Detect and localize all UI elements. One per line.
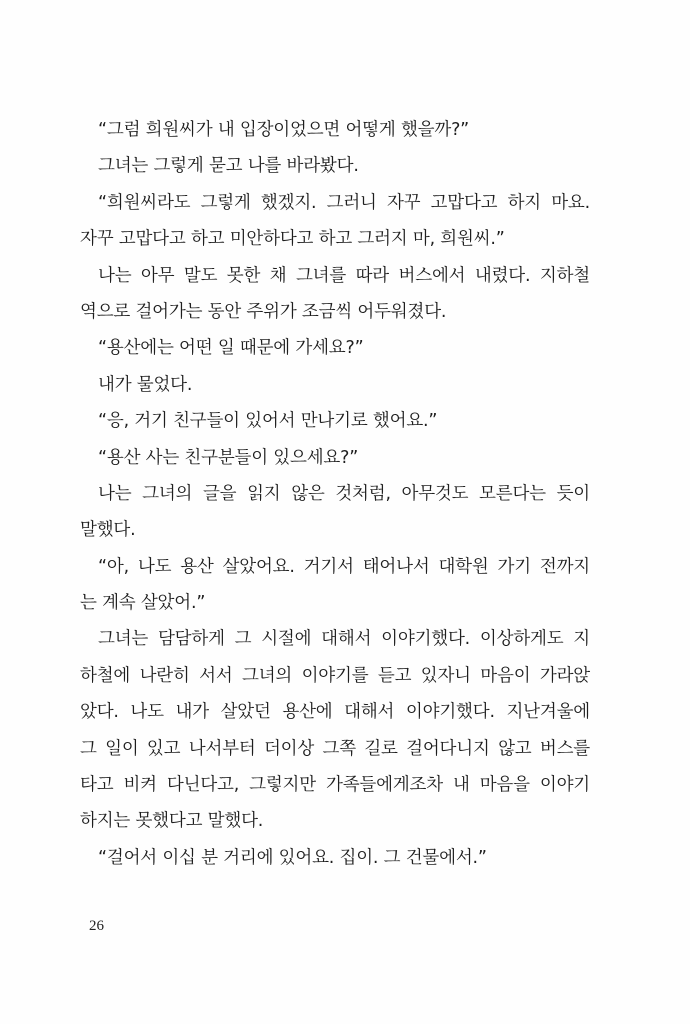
body-text — [80, 112, 590, 876]
text-line: 나는 아무 말도 못한 채 그녀를 따라 버스에서 내렸다. 지하철 — [98, 265, 590, 286]
text-line: “걸어서 이십 분 거리에 있어요. 집이. 그 건물에서.” — [98, 847, 487, 868]
text-line: “응, 거기 친구들이 있어서 만나기로 했어요.” — [98, 411, 438, 432]
text-line: 내가 물었다. — [98, 374, 193, 395]
text-line: 하지는 못했다고 말했다. — [80, 811, 264, 832]
text-line: “용산에는 어떤 일 때문에 가세요?” — [98, 338, 364, 359]
text-line: 하철에 나란히 서서 그녀의 이야기를 듣고 있자니 마음이 가라앉 — [80, 665, 590, 686]
text-line: 나는 그녀의 글을 읽지 않은 것처럼, 아무것도 모른다는 듯이 — [98, 483, 590, 504]
text-line: 그녀는 그렇게 묻고 나를 바라봤다. — [98, 156, 359, 177]
text-line: 는 계속 살았어.” — [80, 593, 206, 614]
text-line: “희원씨라도 그렇게 했겠지. 그러니 자꾸 고맙다고 하지 마요. — [98, 192, 590, 213]
text-line: 말했다. — [80, 520, 136, 541]
text-line: 역으로 걸어가는 동안 주위가 조금씩 어두워졌다. — [80, 301, 447, 322]
page-number: 26 — [89, 918, 104, 934]
text-line: “용산 사는 친구분들이 있으세요?” — [98, 447, 359, 468]
text-line: 그 일이 있고 나서부터 더이상 그쪽 길로 걸어다니지 않고 버스를 — [80, 738, 590, 759]
text-line: 그녀는 담담하게 그 시절에 대해서 이야기했다. 이상하게도 지 — [98, 629, 590, 650]
text-line: 았다. 나도 내가 살았던 용산에 대해서 이야기했다. 지난겨울에 — [80, 702, 590, 723]
text-line: 타고 비켜 다닌다고, 그렇지만 가족들에게조차 내 마음을 이야기 — [80, 775, 590, 796]
text-line: 자꾸 고맙다고 하고 미안하다고 하고 그러지 마, 희원씨.” — [80, 229, 505, 250]
text-line: “그럼 희원씨가 내 입장이었으면 어떻게 했을까?” — [98, 120, 470, 140]
text-line: “아, 나도 용산 살았어요. 거기서 태어나서 대학원 가기 전까지 — [98, 556, 590, 577]
